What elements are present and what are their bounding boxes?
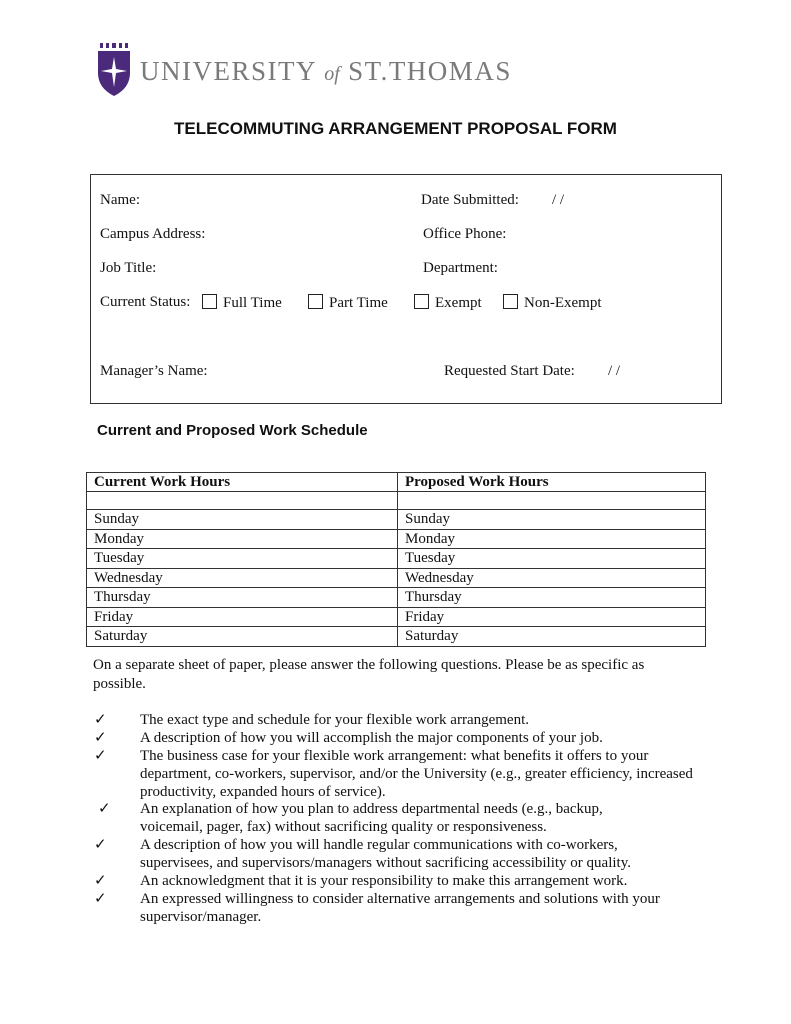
current-day-cell[interactable]: Sunday: [87, 510, 398, 530]
status-option-exempt[interactable]: Exempt: [414, 294, 482, 312]
proposed-day-cell[interactable]: Saturday: [398, 627, 706, 647]
checkmark-icon: ✓: [94, 873, 107, 889]
manager-name-label: Manager’s Name:: [100, 363, 208, 379]
checkbox[interactable]: [202, 294, 217, 309]
checkbox[interactable]: [414, 294, 429, 309]
requested-start-date-label: Requested Start Date:: [444, 363, 575, 379]
current-day-cell[interactable]: Wednesday: [87, 568, 398, 588]
current-day-cell[interactable]: Saturday: [87, 627, 398, 647]
proposed-day-cell[interactable]: Monday: [398, 529, 706, 549]
campus-address-label: Campus Address:: [100, 226, 206, 242]
checkmark-icon: ✓: [94, 712, 107, 728]
checkmark-icon: ✓: [94, 730, 107, 746]
date-submitted-field[interactable]: / /: [552, 192, 565, 208]
checkmark-icon: ✓: [94, 891, 107, 907]
status-option-non-exempt[interactable]: Non-Exempt: [503, 294, 601, 312]
table-row: [87, 568, 706, 588]
table-row: [87, 529, 706, 549]
checkbox[interactable]: [503, 294, 518, 309]
date-submitted-label: Date Submitted:: [421, 192, 519, 208]
current-day-cell[interactable]: Tuesday: [87, 549, 398, 569]
current-hours-header: Current Work Hours: [87, 473, 398, 492]
checkmark-icon: ✓: [98, 801, 111, 817]
checkmark-icon: ✓: [94, 837, 107, 853]
university-shield-logo: [97, 43, 131, 97]
current-status-label: Current Status:: [100, 294, 191, 310]
proposed-day-cell[interactable]: Sunday: [398, 510, 706, 530]
table-cell[interactable]: [398, 492, 706, 510]
table-cell[interactable]: [87, 492, 398, 510]
status-option-full-time[interactable]: Full Time: [202, 294, 282, 312]
current-day-cell[interactable]: Thursday: [87, 588, 398, 608]
current-day-cell[interactable]: Monday: [87, 529, 398, 549]
name-label: Name:: [100, 192, 140, 208]
proposed-day-cell[interactable]: Thursday: [398, 588, 706, 608]
proposed-day-cell[interactable]: Tuesday: [398, 549, 706, 569]
department-label: Department:: [423, 260, 498, 276]
table-row: [87, 549, 706, 569]
table-row: [87, 627, 706, 647]
proposed-day-cell[interactable]: Friday: [398, 607, 706, 627]
form-title: TELECOMMUTING ARRANGEMENT PROPOSAL FORM: [174, 119, 617, 138]
current-day-cell[interactable]: Friday: [87, 607, 398, 627]
work-schedule-table: [86, 472, 706, 647]
office-phone-label: Office Phone:: [423, 226, 507, 242]
job-title-label: Job Title:: [100, 260, 157, 276]
proposed-hours-header: Proposed Work Hours: [398, 473, 706, 492]
instructions-intro: On a separate sheet of paper, please answer the following questions. Please be as specific as possible.: [93, 657, 645, 692]
table-row: [87, 588, 706, 608]
table-row: [87, 510, 706, 530]
table-row: [87, 607, 706, 627]
checkbox[interactable]: [308, 294, 323, 309]
schedule-section-title: Current and Proposed Work Schedule: [97, 422, 368, 439]
requested-start-date-field[interactable]: / /: [608, 363, 621, 379]
status-option-part-time[interactable]: Part Time: [308, 294, 388, 312]
proposed-day-cell[interactable]: Wednesday: [398, 568, 706, 588]
university-name-logo: UNIVERSITY of ST.THOMAS: [140, 56, 512, 86]
checkmark-icon: ✓: [94, 748, 107, 764]
